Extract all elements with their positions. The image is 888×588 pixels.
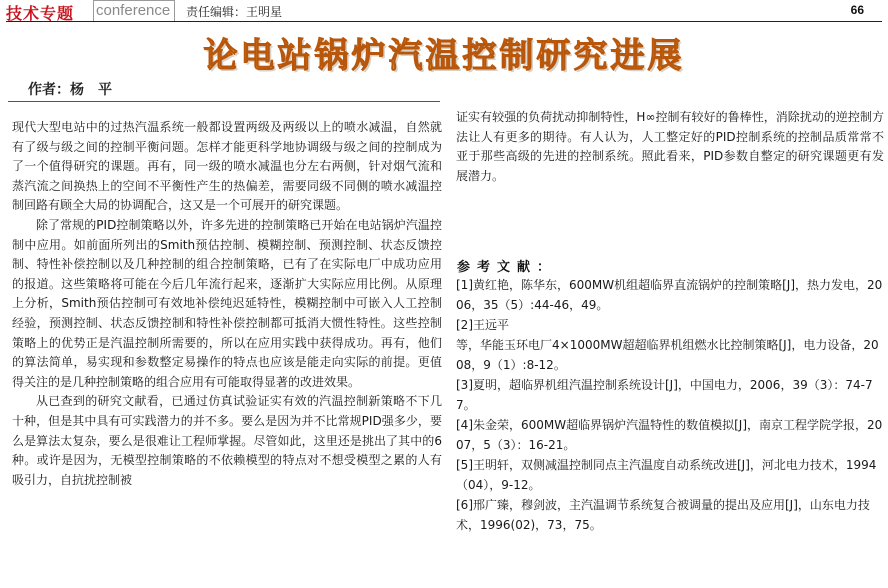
right-column xyxy=(456,108,884,186)
header-divider xyxy=(6,21,882,22)
reference-item: [2]王远平 xyxy=(456,318,509,332)
reference-item: [5]王明轩，双侧减温控制同点主汽温度自动系统改进[J]，河北电力技术，1994（04），9-12。 xyxy=(456,458,877,492)
reference-item: 等，华能玉环电厂4×1000MW超超临界机组燃水比控制策略[J]，电力设备，2008，9（1）:8-12。 xyxy=(456,338,879,372)
paragraph-3: 从已查到的研究文献看，已通过仿真试验证实有效的汽温控制新策略不下几十种，但是其中具有可实践潜力的并不多。要么是因为并不比常规PID强多少，要么是算法太复杂，要么是很难让工程师掌握。尽管如此，这里还是挑出了其中的6种。或许是因为，无模型控制策略的不依赖模型的特点对不想受模型之累的人有吸引力，自抗扰控制被 xyxy=(12,394,442,487)
references-heading: 参考文献： xyxy=(457,260,558,275)
reference-item: [3]夏明，超临界机组汽温控制系统设计[J]，中国电力，2006，39（3）：74-77。 xyxy=(456,378,873,412)
section-tag-english: conference xyxy=(93,0,175,22)
paragraph-1: 现代大型电站中的过热汽温系统一般都设置两级及两级以上的喷水减温，自然就有了级与级之间的控制平衡问题。怎样才能更科学地协调级与级之间的控制成为了一个值得研究的课题。再有，同一级的喷水减温也分左右两侧，针对烟气流和蒸汽流之间换热上的空间不平衡性产生的热偏差，需要同级不同侧的喷水减温控制回路有顾全大局的协调配合，这又是一个可展开的研究课题。 xyxy=(12,120,442,213)
reference-item: [1]黄红艳，陈华东，600MW机组超临界直流锅炉的控制策略[J]，热力发电，2006，35（5）:44-46，49。 xyxy=(456,278,883,312)
author-divider xyxy=(8,101,440,102)
responsible-editor: 责任编辑：王明星 xyxy=(186,5,283,19)
article-title: 论电站锅炉汽温控制研究进展 xyxy=(203,36,685,76)
reference-item: [6]邢广臻，穆剑波，主汽温调节系统复合被调量的提出及应用[J]，山东电力技术，1996(02)，73，75。 xyxy=(456,498,870,532)
section-tag: 技术专题 xyxy=(6,4,75,23)
paragraph-2: 除了常规的PID控制策略以外，许多先进的控制策略已开始在电站锅炉汽温控制中应用。如前面所列出的Smith预估控制、模糊控制、预测控制、状态反馈控制、特性补偿控制以及几种控制的组合控制策略，已有了在实际电厂中成功应用的报道。这些策略将可能在今后几年流行起来，逐渐扩大实际应用比例。从原理上分析，Smith预估控制可有效地补偿纯迟延特性，模糊控制中可嵌入人工控制经验，预测控制、状态反馈控制和特性补偿控制都可抵消大惯性特性。这些控制策略上的优势正是汽温控制所需要的，所以在应用实践中获得成功。再有，他们的算法简单，易实现和参数整定易操作的特点也应该是能走向实际的前提。更值得关注的是几种控制策略的组合应用有可能取得显著的改进效果。 xyxy=(12,217,442,389)
page-number: 66 xyxy=(850,3,864,17)
page-header xyxy=(0,0,888,22)
author-line: 作者：杨 平 xyxy=(28,82,112,98)
paragraph-continued: 证实有较强的负荷扰动抑制特性，H∞控制有较好的鲁棒性，消除扰动的逆控制方法让人有更多的期待。有人认为，人工整定好的PID控制系统的控制品质常常不亚于那些高级的先进的控制系统。照此看来，PID参数自整定的研究课题更有发展潜力。 xyxy=(456,110,884,183)
reference-item: [4]朱金荣，600MW超临界锅炉汽温特性的数值模拟[J]，南京工程学院学报，2007，5（3）：16-21。 xyxy=(456,418,883,452)
left-column xyxy=(12,118,442,490)
references-list xyxy=(456,275,886,535)
